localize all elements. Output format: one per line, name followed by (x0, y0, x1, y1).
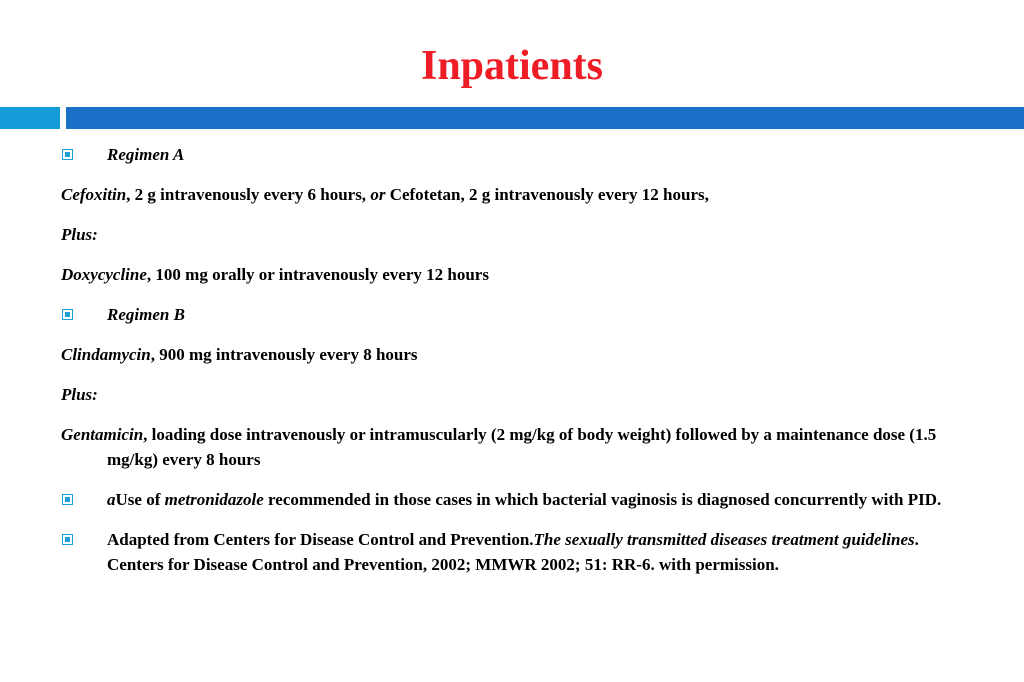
note-marker: a (107, 490, 116, 509)
drug-gentamicin: Gentamicin (61, 425, 144, 444)
header-bar-accent (0, 107, 60, 129)
source-title: The sexually transmitted diseases treatment guidelines (533, 530, 915, 549)
slide-body (61, 142, 961, 592)
regimen-b-line-2-text: , loading dose intravenously or intramuscularly (2 mg/kg of body weight) followed by a maintenance dose (1.5 mg/kg) every 8 hours (107, 425, 937, 469)
drug-metronidazole: metronidazole (164, 490, 264, 509)
square-bullet-icon (62, 309, 73, 320)
bullet-source (61, 527, 961, 577)
drug-clindamycin: Clindamycin (61, 345, 151, 364)
drug-cefoxitin: Cefoxitin (61, 185, 127, 204)
square-bullet-icon (62, 149, 73, 160)
bullet-regimen-b (61, 302, 961, 327)
regimen-a-plus (61, 222, 961, 247)
drug-doxycycline: Doxycycline (61, 265, 147, 284)
source-text-2: . Centers for Disease Control and Prevention, 2002; MMWR 2002; 51: RR-6. with permission. (107, 530, 919, 574)
plus-label: Plus: (61, 385, 98, 404)
regimen-a-line-1-text-2: Cefotetan, 2 g intravenously every 12 hours, (385, 185, 709, 204)
regimen-b-line-2 (61, 422, 961, 472)
or-word: or (370, 185, 386, 204)
header-bar (66, 107, 1024, 129)
bullet-regimen-a (61, 142, 961, 167)
note-text-2: recommended in those cases in which bacterial vaginosis is diagnosed concurrently with PID. (263, 490, 942, 509)
plus-label: Plus: (61, 225, 98, 244)
regimen-a-line-1 (61, 182, 961, 207)
regimen-a-line-2-text: , 100 mg orally or intravenously every 12 hours (146, 265, 489, 284)
source-text-1: Adapted from Centers for Disease Control and Prevention. (107, 530, 534, 549)
regimen-a-heading: Regimen A (107, 145, 185, 164)
regimen-b-plus (61, 382, 961, 407)
square-bullet-icon (62, 494, 73, 505)
regimen-b-heading: Regimen B (107, 305, 185, 324)
bullet-note (61, 487, 961, 512)
regimen-b-line-1-text: , 900 mg intravenously every 8 hours (150, 345, 418, 364)
slide-title: Inpatients (420, 43, 604, 89)
regimen-a-line-1-text: , 2 g intravenously every 6 hours, (126, 185, 371, 204)
square-bullet-icon (62, 534, 73, 545)
regimen-b-line-1 (61, 342, 961, 367)
note-text-1: Use of (115, 490, 165, 509)
regimen-a-line-2 (61, 262, 961, 287)
